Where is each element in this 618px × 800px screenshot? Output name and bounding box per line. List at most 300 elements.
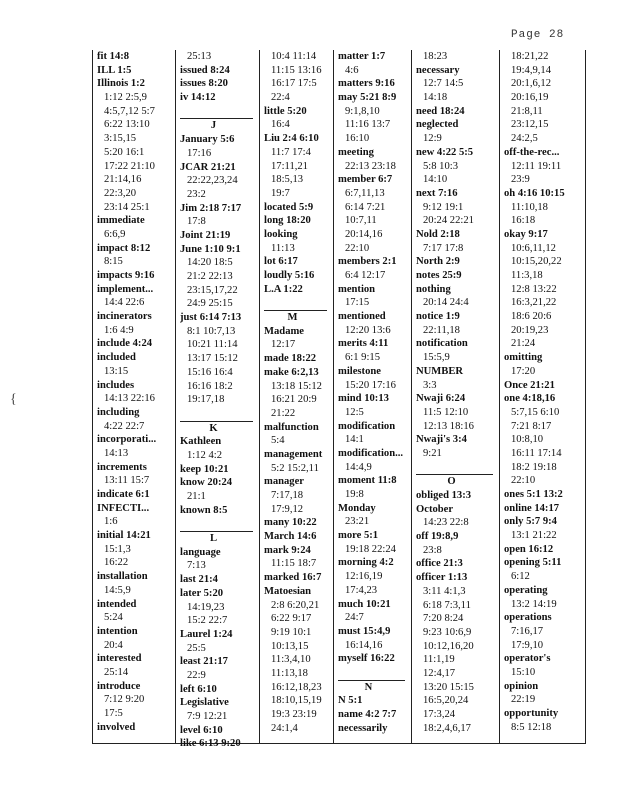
index-entry-term: issues 8:20 [180,78,228,90]
index-entry-references: 21:2 22:13 [187,271,233,282]
index-entry-references: 21:1 [187,491,206,502]
index-entry-references: 5:8 10:3 [423,160,459,172]
index-entry-references: 25:5 [187,642,206,654]
index-entry-references: 14:13 22:16 [104,393,155,405]
index-entry-term: mentioned [338,311,386,323]
index-entry-references: 14:4,9 [345,461,372,473]
index-entry-references: 15:20 17:16 [345,379,396,391]
index-entry-term: included [97,352,136,364]
index-entry-references: 20:4 [104,639,123,651]
index-entry-term: immediate [97,215,145,227]
index-entry-references: 10:12,16,20 [423,640,474,652]
index-entry-references: 7:20 8:24 [423,613,464,625]
index-entry-references: 16:10 [345,133,370,145]
index-entry-references: 14:20 18:5 [187,257,233,269]
index-spacer [416,461,499,475]
index-entry-term: need 18:24 [416,105,465,117]
index-entry-references: 19:17,18 [187,394,225,406]
index-entry-term: Nwaji 6:24 [416,393,466,405]
word-index-grid [92,50,586,750]
index-entry-references: 24:7 [345,612,364,624]
index-entry-term: looking [264,228,298,240]
index-column-2 [175,50,259,750]
index-entry-references: 4:5,7,12 5:7 [104,105,155,117]
index-entry-term: obliged 13:3 [416,490,472,501]
index-entry-references: 14:18 [423,92,448,104]
index-entry-term: including [97,406,140,418]
page-number: Page 28 [511,29,565,41]
index-entry-references: 24:1,4 [271,722,298,734]
index-entry-term: mind 10:13 [338,393,389,405]
index-entry-references: 18:10,15,19 [271,695,322,707]
index-entry-references: 21:24 [511,338,536,350]
index-entry-references: 6:22 9:17 [271,613,312,625]
index-entry-term: impact 8:12 [97,242,151,254]
index-entry-term: modification... [338,447,404,459]
index-entry-term: merits 4:11 [338,338,389,350]
index-entry-references: 10:6,11,12 [511,242,556,254]
index-entry-term: necessary [416,64,460,76]
index-entry-term: manager [264,476,305,488]
index-entry-term: notes 25:9 [416,270,462,281]
index-entry-references: 18:2,4,6,17 [423,722,471,734]
index-entry-term: many 10:22 [264,517,317,529]
index-entry-term: online 14:17 [504,502,560,514]
index-entry-term: located 5:9 [264,201,314,213]
index-entry-references: 16:17 17:5 [271,78,317,90]
index-entry-term: impacts 9:16 [97,270,155,281]
index-entry-references: 12:13 18:16 [423,420,474,432]
index-column-5 [411,50,499,743]
index-entry-references: 10:8,10 [511,434,544,446]
index-entry-references: 10:7,11 [345,215,377,227]
index-entry-references: 7:17 17:8 [423,242,464,254]
index-entry-term: interested [97,653,142,665]
index-entry-references: 16:16 18:2 [187,380,233,392]
index-entry-references: 17:11,21 [271,160,308,172]
index-entry-term: opening 5:11 [504,557,562,569]
index-section-letter: L [180,531,253,546]
index-entry-references: 9:12 19:1 [423,201,464,213]
index-entry-term: incinerators [97,311,152,323]
index-entry-term: fit 14:8 [97,51,130,62]
index-entry-term: like 6:13 9:20 [180,738,241,750]
index-entry-references: 10:15,20,22 [511,256,562,268]
index-entry-term: modification [338,420,396,432]
index-entry-term: include 4:24 [97,338,153,350]
index-entry-term: name 4:2 7:7 [338,709,397,720]
index-entry-references: 17:8 [187,216,206,228]
index-entry-term: keep 10:21 [180,463,229,475]
index-entry-references: 14:10 [423,174,448,186]
index-entry-term: includes [97,379,135,391]
index-entry-references: 16:14,16 [345,639,383,651]
index-entry-term: necessarily [338,722,388,734]
index-entry-term: only 5:7 9:4 [504,516,557,528]
index-section-letter: N [338,680,405,695]
index-entry-references: 24:2,5 [511,133,538,145]
index-entry-term: L.A 1:22 [264,283,303,295]
index-entry-references: 17:4,23 [345,584,378,596]
index-entry-references: 1:6 4:9 [104,324,134,336]
index-entry-references: 10:21 11:14 [187,339,238,351]
index-entry-references: 18:23 [423,51,448,62]
index-entry-references: 22:9 [187,669,206,681]
index-entry-references: 14:23 22:8 [423,517,469,529]
index-entry-references: 16:18 [511,215,536,227]
index-entry-references: 19:7 [271,187,290,199]
index-entry-term: June 1:10 9:1 [180,243,241,255]
index-entry-term: implement... [97,283,154,295]
index-spacer [338,666,411,680]
index-entry-term: more 5:1 [338,530,379,542]
index-entry-references: 15:1,3 [104,543,131,555]
index-entry-term: opportunity [504,708,559,719]
index-entry-references: 18:2 19:18 [511,461,557,473]
index-entry-term: Nwaji's 3:4 [416,434,467,446]
index-entry-references: 11:13 [271,242,295,254]
index-entry-term: intention [97,625,138,637]
index-entry-references: 7:9 12:21 [187,711,228,722]
index-entry-term: incorporati... [97,434,157,446]
index-entry-references: 19:8 [345,489,364,500]
index-entry-term: made 18:22 [264,353,317,365]
index-entry-references: 23:12,15 [511,119,549,131]
index-spacer [180,517,259,531]
index-entry-references: 6:4 12:17 [345,270,386,281]
index-entry-references: 8:5 12:18 [511,721,552,733]
index-entry-term: Joint 21:19 [180,229,231,241]
index-entry-references: 20:16,19 [511,92,549,104]
index-entry-references: 19:3 23:19 [271,709,317,720]
index-entry-term: JCAR 21:21 [180,161,236,173]
index-entry-references: 17:9,12 [271,503,304,515]
index-entry-term: omitting [504,352,543,364]
index-entry-references: 11:3,4,10 [271,654,311,666]
index-entry-term: last 21:4 [180,574,218,586]
index-entry-term: NUMBER [416,365,464,377]
index-entry-references: 13:11 15:7 [104,475,150,487]
index-entry-term: Laurel 1:24 [180,628,233,640]
index-entry-term: March 14:6 [264,531,317,543]
index-entry-references: 22:11,18 [423,324,460,336]
index-entry-term: loudly 5:16 [264,270,315,281]
index-entry-references: 23:2 [187,188,206,200]
index-entry-term: Monday [338,502,376,514]
index-entry-references: 12:16,19 [345,571,383,583]
index-entry-references: 8:1 10:7,13 [187,325,236,337]
index-entry-references: 5:7,15 6:10 [511,406,560,418]
index-entry-references: 13:17 15:12 [187,353,238,365]
index-entry-term: member 6:7 [338,174,393,186]
index-entry-references: 22:10 [511,475,536,487]
index-entry-references: 14:1 [345,434,364,446]
index-entry-references: 17:5 [104,708,123,719]
index-entry-term: operations [504,612,552,624]
index-entry-references: 11:15 13:16 [271,64,322,76]
index-entry-term: mention [338,283,376,295]
index-entry-references: 12:20 13:6 [345,324,391,336]
index-entry-term: Matoesian [264,585,312,597]
index-entry-term: Kathleen [180,436,222,448]
index-entry-references: 15:5,9 [423,352,450,364]
index-entry-term: morning 4:2 [338,557,394,569]
margin-brace-mark: { [10,392,17,407]
index-entry-term: open 16:12 [504,543,554,555]
index-entry-term: long 18:20 [264,215,311,227]
index-entry-term: officer 1:13 [416,572,468,584]
index-entry-term: one 4:18,16 [504,393,556,405]
index-entry-term: least 21:17 [180,656,228,668]
index-entry-references: 11:3,18 [511,270,543,281]
index-entry-references: 5:24 [104,612,123,624]
index-entry-term: next 7:16 [416,187,458,199]
index-entry-references: 3:15,15 [104,133,137,145]
index-entry-references: 9:19 10:1 [271,626,312,638]
index-section-letter: M [264,310,327,325]
index-entry-references: 23:21 [345,516,370,528]
index-entry-references: 5:2 15:2,11 [271,462,319,474]
index-entry-references: 7:12 9:20 [104,694,145,706]
index-entry-references: 10:4 11:14 [271,51,317,62]
index-entry-term: must 15:4,9 [338,625,391,637]
index-entry-term: little 5:20 [264,105,307,117]
index-entry-references: 22:19 [511,694,536,706]
index-entry-references: 23:14 25:1 [104,201,150,213]
index-entry-term: malfunction [264,421,319,433]
index-entry-term: October [416,503,454,515]
index-entry-references: 22:3,20 [104,187,137,199]
index-entry-term: operator's [504,653,551,665]
index-spacer [180,105,259,119]
index-entry-references: 16:21 20:9 [271,394,317,406]
index-entry-references: 12:8 13:22 [511,283,557,295]
index-column-3 [259,50,333,743]
index-entry-references: 6:22 13:10 [104,119,150,131]
index-entry-references: 17:20 [511,365,536,377]
index-entry-term: opinion [504,680,539,692]
index-entry-references: 11:16 13:7 [345,119,391,131]
index-spacer [180,407,259,421]
index-entry-term: neglected [416,119,459,131]
index-entry-references: 13:15 [104,365,129,377]
index-entry-term: lot 6:17 [264,256,298,268]
index-entry-references: 14:13 [104,447,129,459]
index-entry-references: 4:22 22:7 [104,420,145,432]
index-column-6 [499,50,585,743]
index-entry-term: intended [97,598,137,610]
index-entry-references: 17:16 [187,147,212,159]
index-entry-term: Jim 2:18 7:17 [180,202,242,214]
index-entry-references: 5:20 16:1 [104,146,145,158]
index-entry-references: 17:15 [345,297,370,309]
index-entry-references: 14:19,23 [187,601,225,613]
index-entry-term: later 5:20 [180,587,224,599]
index-entry-term: N 5:1 [338,695,363,707]
index-entry-references: 14:5,9 [104,584,131,596]
index-entry-references: 17:22 21:10 [104,160,155,172]
index-entry-term: known 8:5 [180,504,228,516]
index-entry-term: INFECTI... [97,502,150,514]
index-entry-references: 23:9 [511,174,530,186]
index-entry-references: 17:3,24 [423,709,456,720]
index-entry-references: 18:21,22 [511,51,549,62]
index-entry-references: 19:4,9,14 [511,64,552,76]
index-entry-term: milestone [338,365,381,377]
index-entry-references: 23:8 [423,544,442,556]
index-column-1 [93,50,175,743]
index-entry-references: 15:2 22:7 [187,615,228,627]
index-entry-references: 25:13 [187,51,212,62]
index-entry-term: Legislative [180,697,229,709]
index-entry-references: 20:24 22:21 [423,215,474,227]
index-entry-term: much 10:21 [338,598,391,610]
index-entry-term: Madame [264,325,305,337]
index-entry-references: 9:23 10:6,9 [423,626,472,638]
index-entry-references: 12:5 [345,406,364,418]
index-entry-term: ILL 1:5 [97,64,132,76]
index-entry-term: level 6:10 [180,724,223,736]
index-entry-term: off 19:8,9 [416,531,459,543]
index-entry-references: 13:18 15:12 [271,380,322,392]
index-entry-term: just 6:14 7:13 [180,312,242,324]
index-entry-references: 20:14 24:4 [423,297,469,309]
index-entry-references: 18:5,13 [271,174,304,186]
index-entry-term: installation [97,571,148,583]
index-entry-references: 24:9 25:15 [187,298,233,310]
index-entry-term: issued 8:24 [180,64,230,76]
index-column-4 [333,50,411,743]
index-spacer [264,296,333,310]
index-entry-references: 12:11 19:11 [511,160,562,172]
index-entry-references: 22:4 [271,92,290,104]
index-entry-references: 11:7 17:4 [271,146,311,158]
index-entry-term: notice 1:9 [416,311,460,323]
index-entry-references: 22:13 23:18 [345,160,396,172]
index-entry-term: may 5:21 8:9 [338,92,397,104]
index-entry-references: 23:15,17,22 [187,284,238,296]
index-entry-term: Nold 2:18 [416,228,460,240]
index-entry-references: 6:7,11,13 [345,187,385,199]
index-entry-references: 16:4 [271,119,290,131]
index-entry-references: 20:14,16 [345,228,383,240]
index-entry-term: make 6:2,13 [264,366,319,378]
index-entry-references: 15:16 16:4 [187,366,233,378]
index-entry-term: mark 9:24 [264,544,311,556]
index-entry-references: 1:6 [104,516,118,528]
index-entry-term: myself 16:22 [338,653,395,665]
index-entry-references: 3:3 [423,379,437,391]
index-entry-term: January 5:6 [180,134,235,146]
index-entry-term: know 20:24 [180,477,233,489]
index-entry-references: 20:19,23 [511,324,549,336]
index-entry-term: initial 14:21 [97,530,151,542]
index-entry-references: 16:12,18,23 [271,681,322,693]
index-entry-references: 12:9 [423,133,442,145]
index-section-letter: K [180,421,253,436]
index-section-letter: O [416,474,493,489]
index-entry-references: 9:1,8,10 [345,105,380,117]
index-entry-references: 8:15 [104,256,123,268]
index-entry-term: language [180,546,221,558]
index-entry-term: management [264,448,323,460]
index-entry-references: 17:9,10 [511,639,544,651]
index-entry-references: 11:5 12:10 [423,406,469,418]
index-entry-references: 11:10,18 [511,201,548,213]
index-entry-references: 22:10 [345,242,370,254]
index-entry-references: 12:17 [271,339,296,351]
index-entry-term: iv 14:12 [180,92,216,104]
index-entry-references: 13:1 21:22 [511,530,557,542]
index-entry-term: off-the-rec... [504,146,560,158]
index-entry-references: 11:13,18 [271,667,308,679]
index-entry-term: Once 21:21 [504,379,555,391]
index-entry-references: 18:6 20:6 [511,311,552,323]
index-entry-references: 9:21 [423,447,442,459]
index-entry-references: 7:13 [187,560,206,572]
index-entry-references: 21:22 [271,407,296,419]
index-entry-references: 21:14,16 [104,174,142,186]
index-entry-references: 14:4 22:6 [104,297,145,309]
index-section-letter: J [180,118,253,133]
index-entry-references: 2:8 6:20,21 [271,599,320,611]
index-entry-references: 19:18 22:24 [345,543,396,555]
index-entry-references: 16:11 17:14 [511,447,562,459]
index-entry-references: 7:16,17 [511,625,544,637]
index-entry-term: okay 9:17 [504,228,548,240]
index-entry-references: 15:10 [511,666,536,678]
index-entry-references: 6:14 7:21 [345,201,386,213]
index-entry-term: moment 11:8 [338,475,397,487]
index-entry-references: 10:13,15 [271,640,309,652]
index-entry-term: notification [416,338,468,350]
index-entry-references: 13:2 14:19 [511,598,557,610]
index-entry-term: meeting [338,146,374,158]
index-entry-references: 11:15 18:7 [271,558,317,570]
index-entry-references: 6:1 9:15 [345,352,381,364]
index-entry-references: 16:5,20,24 [423,695,469,707]
index-entry-term: increments [97,461,147,473]
index-entry-references: 25:14 [104,666,129,678]
index-entry-term: marked 16:7 [264,572,322,584]
index-entry-term: introduce [97,680,141,692]
index-entry-references: 12:4,17 [423,667,456,679]
index-entry-references: 7:17,18 [271,490,304,501]
index-entry-references: 5:4 [271,435,285,447]
index-entry-references: 4:6 [345,64,359,76]
index-entry-references: 22:22,23,24 [187,175,238,187]
index-entry-references: 21:8,11 [511,105,543,117]
index-entry-term: office 21:3 [416,558,463,570]
index-entry-term: Illinois 1:2 [97,78,145,90]
index-entry-term: left 6:10 [180,683,217,695]
index-entry-references: 1:12 2:5,9 [104,92,147,104]
index-entry-references: 12:7 14:5 [423,78,464,90]
index-entry-term: new 4:22 5:5 [416,146,474,158]
index-entry-references: 6:12 [511,571,530,583]
index-entry-references: 13:20 15:15 [423,681,474,693]
index-entry-term: North 2:9 [416,256,460,268]
index-entry-term: matter 1:7 [338,51,386,62]
index-entry-term: indicate 6:1 [97,489,150,500]
index-entry-term: nothing [416,283,451,295]
index-entry-references: 16:22 [104,557,129,569]
index-entry-references: 11:1,19 [423,654,455,666]
index-entry-term: operating [504,584,548,596]
index-entry-term: matters 9:16 [338,78,395,90]
index-entry-references: 20:1,6,12 [511,78,552,90]
index-entry-references: 6:18 7:3,11 [423,599,471,611]
